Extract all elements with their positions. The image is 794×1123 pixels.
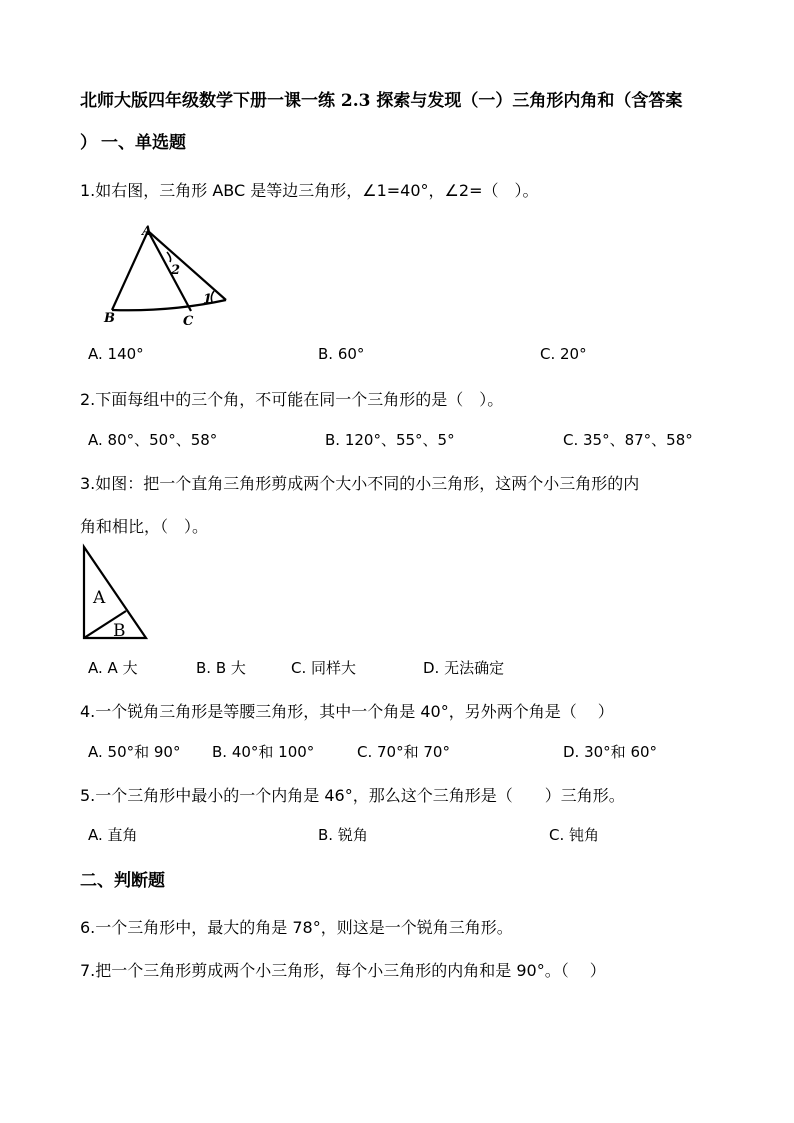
question-3-option-a[interactable]: A. A 大	[88, 659, 138, 677]
question-5-option-c[interactable]: C. 钝角	[549, 826, 600, 844]
question-2-option-a[interactable]: A. 80°、50°、58°	[88, 431, 218, 449]
question-1-text: 1.如右图，三角形 ABC 是等边三角形，∠1=40°，∠2=（ ）。	[80, 181, 539, 200]
question-5-text: 5.一个三角形中最小的一个内角是 46°，那么这个三角形是（ ）三角形。	[80, 786, 625, 805]
question-7-text: 7.把一个三角形剪成两个小三角形，每个小三角形的内角和是 90°。（ ）	[80, 961, 606, 980]
question-4-text: 4.一个锐角三角形是等腰三角形，其中一个角是 40°，另外两个角是（ ）	[80, 702, 614, 721]
figure-label-angle-2: 2	[171, 263, 181, 278]
figure-label-region-b: B	[113, 621, 126, 641]
question-6-text: 6.一个三角形中，最大的角是 78°，则这是一个锐角三角形。	[80, 918, 513, 937]
question-3-option-b[interactable]: B. B 大	[196, 659, 246, 677]
question-1-option-a[interactable]: A. 140°	[88, 345, 144, 363]
question-1-option-c[interactable]: C. 20°	[540, 345, 587, 363]
question-2-option-b[interactable]: B. 120°、55°、5°	[325, 431, 455, 449]
question-2-option-c[interactable]: C. 35°、87°、58°	[563, 431, 693, 449]
question-4-option-b[interactable]: B. 40°和 100°	[212, 743, 315, 761]
question-5-option-a[interactable]: A. 直角	[88, 826, 138, 844]
figure-label-region-a: A	[93, 588, 106, 608]
figure-label-angle-1: 1	[203, 292, 213, 307]
document-title-line-2: ）	[80, 133, 97, 153]
question-4-option-c[interactable]: C. 70°和 70°	[357, 743, 450, 761]
figure-label-c: C	[183, 314, 194, 329]
question-3-text-line-1: 3.如图：把一个直角三角形剪成两个大小不同的小三角形，这两个小三角形的内	[80, 474, 640, 493]
section-title-2: 二、判断题	[80, 871, 165, 891]
question-2-text: 2.下面每组中的三个角，不可能在同一个三角形的是（ ）。	[80, 390, 504, 409]
document-title-line-1: 北师大版四年级数学下册一课一练 2.3 探索与发现（一）三角形内角和（含答案	[80, 91, 683, 111]
question-1-option-b[interactable]: B. 60°	[318, 345, 365, 363]
question-4-option-d[interactable]: D. 30°和 60°	[563, 743, 658, 761]
figure-label-b: B	[104, 311, 115, 326]
question-4-option-a[interactable]: A. 50°和 90°	[88, 743, 181, 761]
question-3-option-d[interactable]: D. 无法确定	[423, 659, 505, 677]
question-3-text-line-2: 角和相比，（ ）。	[80, 517, 209, 536]
question-5-option-b[interactable]: B. 锐角	[318, 826, 368, 844]
question-3-option-c[interactable]: C. 同样大	[291, 659, 357, 677]
section-title-1: 一、单选题	[101, 133, 186, 153]
figure-label-a: A	[142, 224, 153, 239]
